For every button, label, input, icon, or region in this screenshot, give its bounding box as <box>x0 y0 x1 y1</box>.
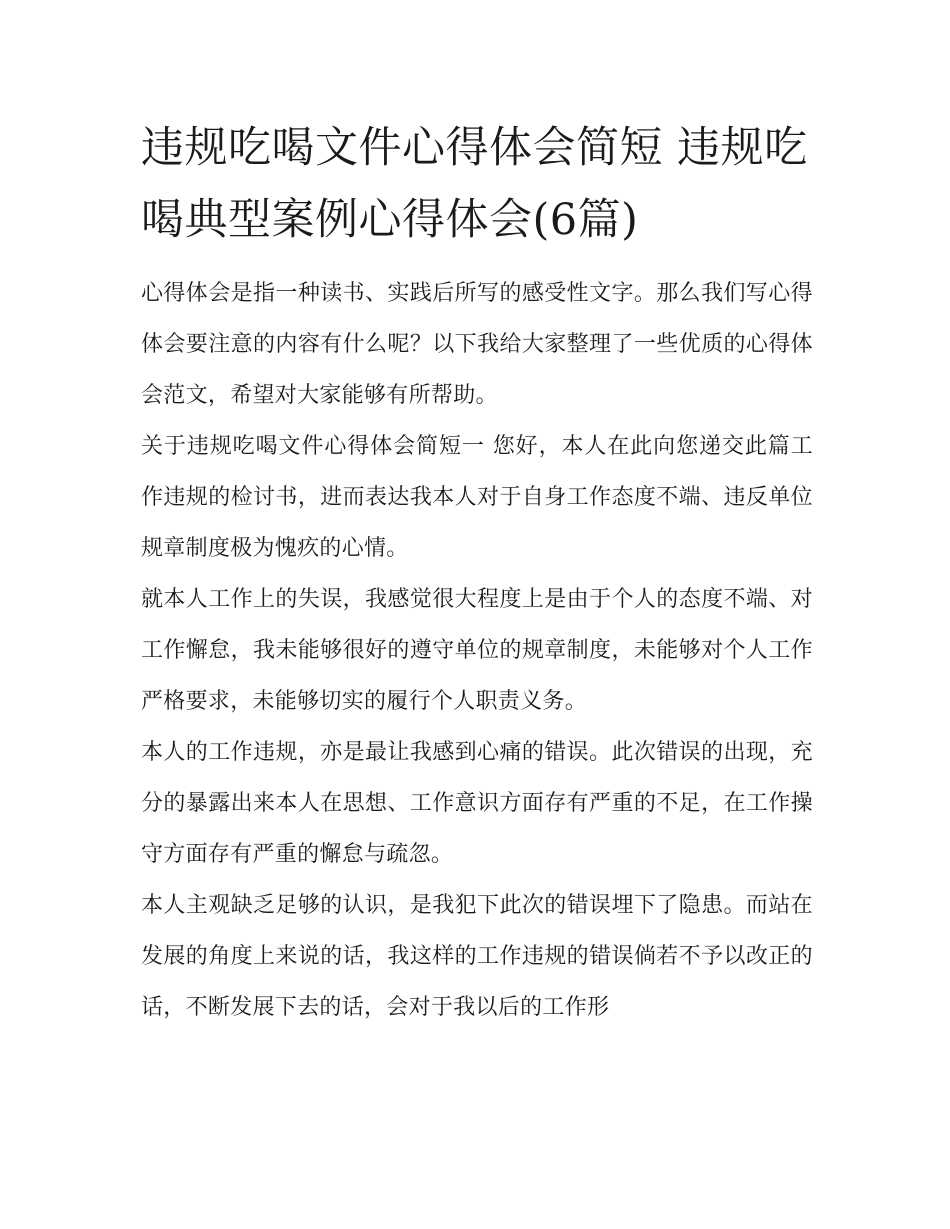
paragraph-intro: 心得体会是指一种读书、实践后所写的感受性文字。那么我们写心得体会要注意的内容有什么呢？以下我给大家整理了一些优质的心得体会范文，希望对大家能够有所帮助。 <box>141 281 813 408</box>
paragraph-3: 本人的工作违规，亦是最让我感到心痛的错误。此次错误的出现，充分的暴露出来本人在思想、工作意识方面存有严重的不足，在工作操守方面存有严重的懈怠与疏忽。 <box>141 740 813 867</box>
paragraph-1: 关于违规吃喝文件心得体会简短一 您好，本人在此向您递交此篇工作违规的检讨书，进而表达我本人对于自身工作态度不端、违反单位规章制度极为愧疚的心情。 <box>141 434 813 561</box>
paragraph-4: 本人主观缺乏足够的认识，是我犯下此次的错误埋下了隐患。而站在发展的角度上来说的话，我这样的工作违规的错误倘若不予以改正的话，不断发展下去的话，会对于我以后的工作形 <box>141 893 813 1020</box>
paragraph-2: 就本人工作上的失误，我感觉很大程度上是由于个人的态度不端、对工作懈怠，我未能够很好的遵守单位的规章制度，未能够对个人工作严格要求，未能够切实的履行个人职责义务。 <box>141 587 813 714</box>
document-title: 违规吃喝文件心得体会简短 违规吃喝典型案例心得体会(6篇) <box>141 123 808 245</box>
document-page <box>141 112 813 1033</box>
